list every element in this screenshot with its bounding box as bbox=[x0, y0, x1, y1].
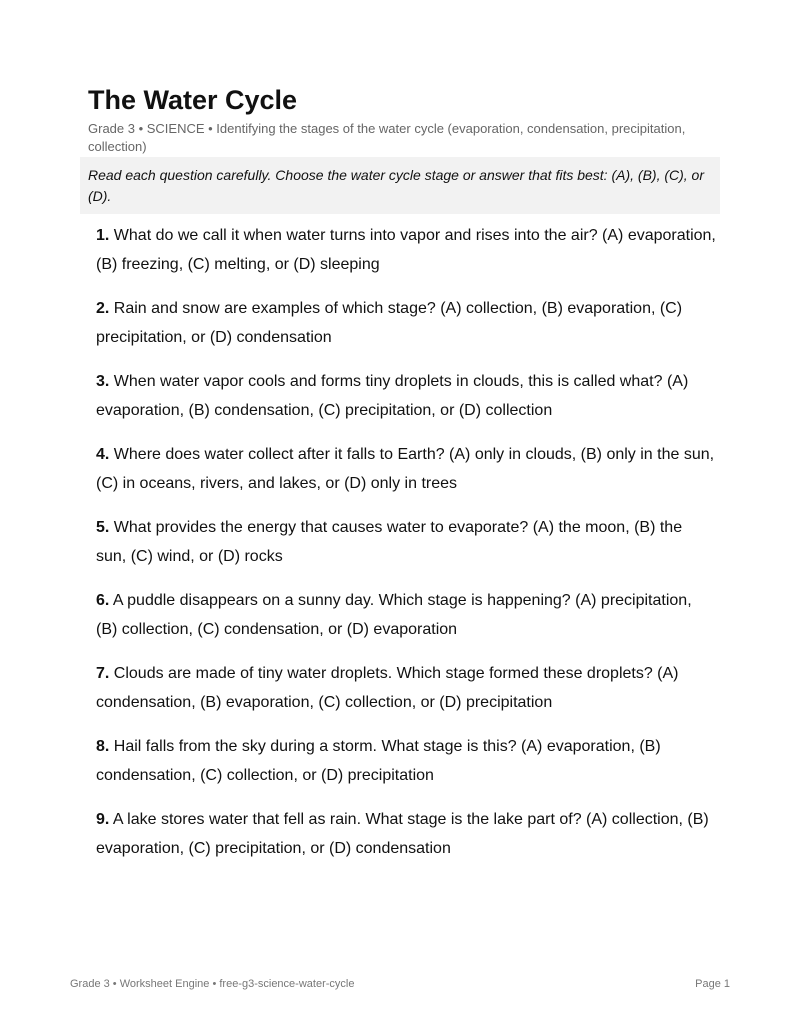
page-subtitle: Grade 3 • SCIENCE • Identifying the stages of the water cycle (evaporation, condensation, precipitation, collection) bbox=[88, 121, 686, 154]
question-text: What provides the energy that causes water to evaporate? (A) the moon, (B) the sun, (C) wind, or (D) rocks bbox=[96, 519, 683, 565]
page-title: The Water Cycle bbox=[88, 85, 298, 115]
question-number: 7. bbox=[96, 665, 110, 682]
question-number: 4. bbox=[96, 446, 110, 463]
question-item bbox=[96, 805, 716, 878]
question-text: Rain and snow are examples of which stage? (A) collection, (B) evaporation, (C) precipitation, or (D) condensation bbox=[96, 300, 683, 346]
question-item bbox=[96, 440, 716, 513]
question-item bbox=[96, 586, 716, 659]
question-text: Clouds are made of tiny water droplets. Which stage formed these droplets? (A) condensation, (B) evaporation, (C) collection, or (D) precipitation bbox=[96, 665, 679, 711]
question-item bbox=[96, 732, 716, 805]
question-text: A puddle disappears on a sunny day. Which stage is happening? (A) precipitation, (B) collection, (C) condensation, or (D) evaporation bbox=[96, 592, 692, 638]
question-text: When water vapor cools and forms tiny droplets in clouds, this is called what? (A) evaporation, (B) condensation, (C) precipitation, or (D) collection bbox=[96, 373, 689, 419]
question-list bbox=[96, 221, 716, 878]
question-number: 5. bbox=[96, 519, 110, 536]
question-item bbox=[96, 513, 716, 586]
question-number: 2. bbox=[96, 300, 110, 317]
question-text: Hail falls from the sky during a storm. What stage is this? (A) evaporation, (B) condensation, (C) collection, or (D) precipitation bbox=[96, 738, 661, 784]
question-number: 3. bbox=[96, 373, 110, 390]
question-number: 9. bbox=[96, 811, 110, 828]
question-item bbox=[96, 294, 716, 367]
question-number: 6. bbox=[96, 592, 110, 609]
question-number: 8. bbox=[96, 738, 110, 755]
question-text: Where does water collect after it falls to Earth? (A) only in clouds, (B) only in the sun, (C) in oceans, rivers, and lakes, or (D) only in trees bbox=[96, 446, 715, 492]
footer-info: Grade 3 • Worksheet Engine • free-g3-science-water-cycle bbox=[70, 978, 355, 990]
page-number: Page 1 bbox=[695, 978, 730, 990]
question-text: A lake stores water that fell as rain. What stage is the lake part of? (A) collection, (B) evaporation, (C) precipitation, or (D) condensation bbox=[96, 811, 709, 857]
question-number: 1. bbox=[96, 227, 110, 244]
question-item bbox=[96, 659, 716, 732]
question-text: What do we call it when water turns into vapor and rises into the air? (A) evaporation, (B) freezing, (C) melting, or (D) sleeping bbox=[96, 227, 716, 273]
question-item bbox=[96, 221, 716, 294]
instructions-box: Read each question carefully. Choose the water cycle stage or answer that fits best: (A), (B), (C), or (D). bbox=[80, 157, 720, 214]
question-item bbox=[96, 367, 716, 440]
